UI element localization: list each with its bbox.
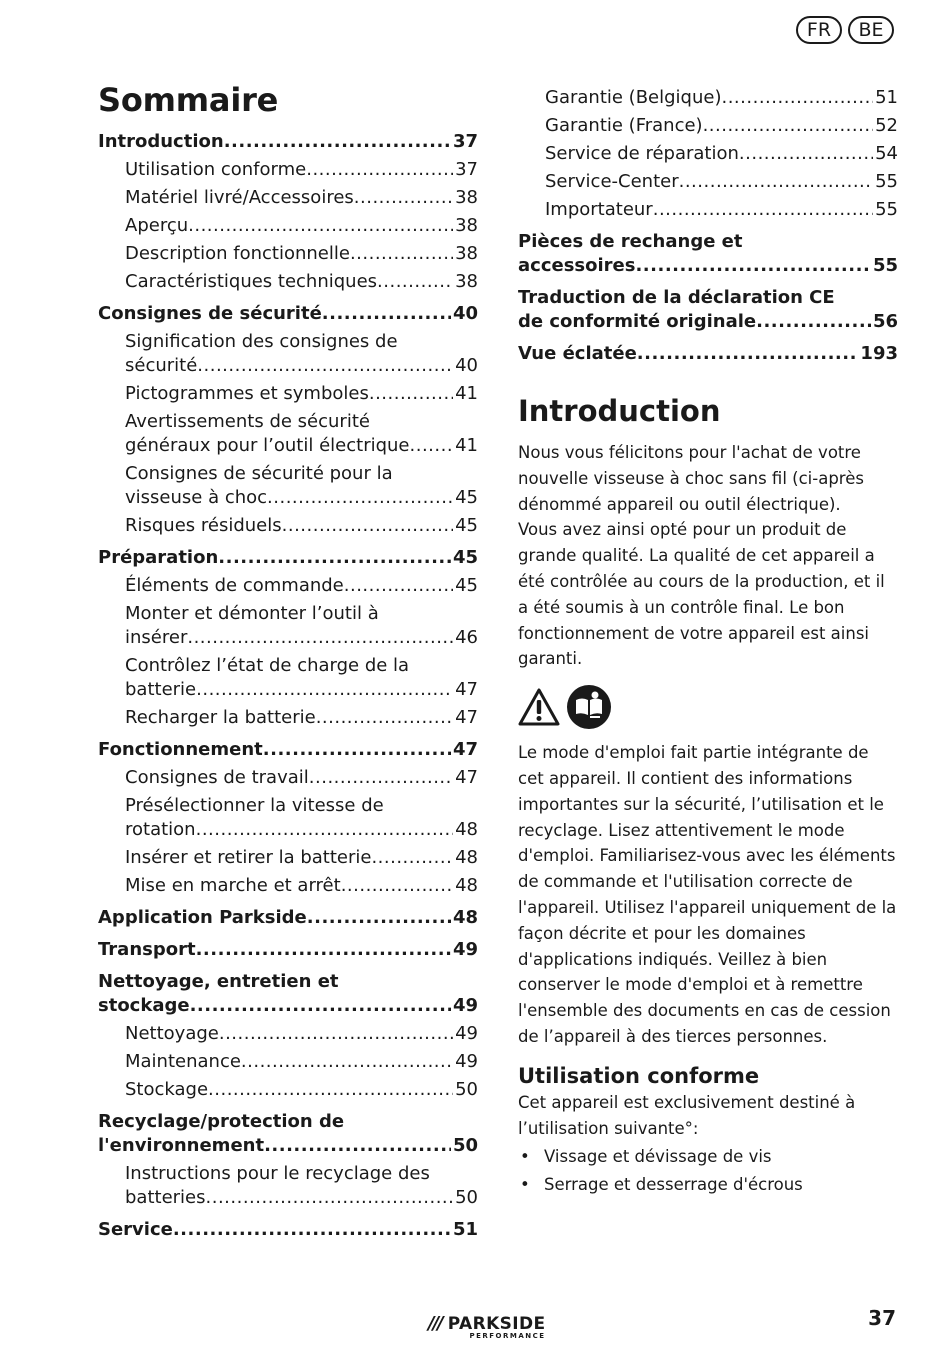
toc-entry-row [98,1218,478,1242]
list-item: • Serrage et desserrage d'écrous [518,1171,898,1199]
left-column [98,78,478,1242]
toc-entry-label: rotation [125,819,196,840]
toc-entry [98,410,478,458]
toc-leader-dots [263,738,451,762]
toc-entry-row [125,574,478,598]
toc-entry-label: batteries [125,1187,206,1208]
toc-entry-page: 48 [455,819,478,840]
toc-leader-dots [218,546,451,570]
toc-entry-row [125,242,478,266]
toc-entry-row [125,678,478,702]
toc-entry-page: 50 [455,1187,478,1208]
toc-entry-page: 47 [455,767,478,788]
toc-entry-label: insérer [125,627,188,648]
toc-entry [98,1218,478,1242]
utilisation-list [518,1143,898,1199]
toc-entry-row [125,846,478,870]
toc-entry-row [125,1078,478,1102]
toc-entry-row [545,114,898,138]
toc-entry-row [125,874,478,898]
toc-entry-page: 45 [452,547,478,568]
toc-entry-page: 41 [455,383,478,404]
toc-entry-line: Avertissements de sécurité [125,411,370,432]
toc-entry [98,602,478,650]
toc-leader-dots [371,846,453,870]
lang-badge-fr: FR [796,16,842,44]
toc-entry-row [125,382,478,406]
toc-leader-dots [322,302,451,326]
toc-entry-label: Consignes de travail [125,767,309,788]
toc-entry-label: Caractéristiques techniques [125,271,378,292]
toc-leader-dots [653,198,873,222]
toc-leader-dots [369,382,453,406]
safety-icons [518,684,898,734]
right-column [518,80,898,1199]
toc-entry [518,198,898,222]
toc-entry-label: Stockage [125,1079,209,1100]
toc-leader-dots [188,214,453,238]
toc-leader-dots [241,1050,453,1074]
toc-entry-label: Description fonctionnelle [125,243,350,264]
toc-leader-dots [354,186,453,210]
toc-entry [98,1078,478,1102]
intro-paragraph-3: Le mode d'emploi fait partie intégrante de cet appareil. Il contient des informations importantes sur la sécurité, l’utilisation et le recyclage. Lisez attentivement le mode d'emploi. Familiarisez-vous avec les éléments de commande et l'utilisation correcte de l'appareil. Utilisez l'appareil uniquement de la façon décrite et pour les domaines d'applications indiqués. Veillez à bien conserver le mode d'emploi et à remettre l'ensemble des documents en cas de cession de l’appareil à des tierces personnes. [518,743,897,1046]
toc-entry-line: Recyclage/protection de [98,1111,345,1132]
toc-entry-page: 45 [455,515,478,536]
toc-entry-page: 50 [455,1079,478,1100]
toc-entry-row [98,738,478,762]
toc-entry-line: Traduction de la déclaration CE [518,287,835,308]
toc-entry-row [98,546,478,570]
toc-entry [98,382,478,406]
toc-entry-page: 38 [455,187,478,208]
toc-entry-label: Insérer et retirer la batterie [125,847,372,868]
toc-entry-label: Application Parkside [98,907,307,928]
toc-entry [98,1022,478,1046]
toc-entry-page: 55 [875,171,898,192]
introduction-heading: Introduction [518,394,721,428]
toc-entry-row [125,1186,478,1210]
toc-entry-label: Vue éclatée [518,343,637,364]
toc-entry [98,574,478,598]
toc-leader-dots [196,938,451,962]
toc-entry-page: 49 [452,939,478,960]
toc-entry [518,286,898,334]
toc-entry-page: 40 [455,355,478,376]
toc-entry-page: 47 [455,707,478,728]
toc-entry [98,766,478,790]
brand-subtitle: PERFORMANCE [469,1332,546,1340]
toc-entry-page: 48 [455,847,478,868]
toc-entry-label: sécurité [125,355,198,376]
toc-entry-row [98,906,478,930]
toc-entry [98,214,478,238]
toc-entry-page: 50 [452,1135,478,1156]
toc-entry-row [125,270,478,294]
toc-leader-dots [350,242,453,266]
toc-entry-row [125,1050,478,1074]
toc-entry-label: Garantie (Belgique) [545,87,722,108]
toc-entry [98,186,478,210]
toc-entry [98,738,478,762]
parkside-logo [428,1313,546,1340]
toc-leader-dots [173,1218,451,1242]
toc-leader-dots [679,170,873,194]
lang-badge-be: BE [848,16,894,44]
toc-entry-page: 48 [455,875,478,896]
toc-leader-dots [307,906,451,930]
toc-leader-dots [721,86,873,110]
toc-entry-line: Nettoyage, entretien et [98,971,339,992]
toc-entry [98,330,478,378]
toc-leader-dots [377,270,453,294]
intro-paragraph-1: Nous vous félicitons pour l'achat de votre nouvelle visseuse à choc sans fil (ci-après dénommé appareil ou outil électrique). [518,443,864,514]
toc-entry [98,706,478,730]
toc-entry-page: 45 [455,575,478,596]
toc-leader-dots [267,486,453,510]
toc-entry [98,874,478,898]
toc-entry-label: Pictogrammes et symboles [125,383,369,404]
toc-entry-label: l'environnement [98,1135,265,1156]
toc-entry-row [125,186,478,210]
language-badges [796,16,894,44]
toc-entry [98,158,478,182]
toc-entry-row [125,214,478,238]
toc-entry-label: accessoires [518,255,636,276]
toc-entry-row [518,310,898,334]
toc-entry [98,1050,478,1074]
toc-entry-row [518,342,898,366]
toc-entry-page: 38 [455,243,478,264]
toc-entry-page: 193 [860,343,898,364]
toc-entry-row [125,766,478,790]
toc-entry-page: 47 [455,679,478,700]
toc-entry-page: 51 [452,1219,478,1240]
toc-entry [98,1162,478,1210]
toc-entry-label: Préparation [98,547,219,568]
toc-entry-page: 47 [452,739,478,760]
toc-entry-label: Mise en marche et arrêt [125,875,341,896]
table-of-contents-continued [518,86,898,366]
read-manual-icon [566,684,612,734]
toc-leader-dots [635,254,870,278]
toc-leader-dots [309,766,453,790]
toc-entry-label: batterie [125,679,197,700]
toc-entry-label: Risques résiduels [125,515,282,536]
toc-entry-label: Éléments de commande [125,575,344,596]
toc-entry-row [98,302,478,326]
toc-entry-label: Importateur [545,199,653,220]
toc-entry-line: Présélectionner la vitesse de [125,795,384,816]
toc-entry-label: Consignes de sécurité [98,303,322,324]
toc-entry-page: 51 [875,87,898,108]
toc-leader-dots [410,434,454,458]
toc-entry-label: Transport [98,939,196,960]
toc-entry-label: Nettoyage [125,1023,219,1044]
toc-entry-label: Service-Center [545,171,679,192]
toc-entry-label: Garantie (France) [545,115,703,136]
toc-entry-row [545,142,898,166]
toc-leader-dots [196,818,454,842]
toc-entry [98,270,478,294]
toc-entry [98,462,478,510]
toc-leader-dots [219,1022,453,1046]
warning-icon [518,688,560,730]
toc-leader-dots [739,142,873,166]
toc-entry-label: stockage [98,995,190,1016]
toc-leader-dots [197,354,453,378]
toc-entry [98,302,478,326]
toc-entry-page: 45 [455,487,478,508]
toc-entry [98,1110,478,1158]
toc-entry-row [98,938,478,962]
toc-entry [98,546,478,570]
toc-leader-dots [190,994,451,1018]
toc-entry-row [545,86,898,110]
toc-entry-page: 37 [452,131,478,152]
toc-leader-dots [316,706,453,730]
toc-entry-row [98,1134,478,1158]
toc-entry [518,86,898,110]
toc-entry [518,230,898,278]
toc-entry-label: Recharger la batterie [125,707,316,728]
toc-entry-label: de conformité originale [518,311,757,332]
toc-leader-dots [282,514,453,538]
toc-entry-page: 56 [872,311,898,332]
list-item: • Vissage et dévissage de vis [518,1143,898,1171]
toc-leader-dots [206,1186,454,1210]
toc-entry-label: Matériel livré/Accessoires [125,187,354,208]
logo-slashes-icon: /// [428,1313,442,1334]
toc-entry-page: 37 [455,159,478,180]
toc-entry-page: 38 [455,215,478,236]
toc-entry [98,654,478,702]
toc-entry-row [125,818,478,842]
toc-entry-page: 38 [455,271,478,292]
toc-entry-row [125,514,478,538]
toc-entry [518,142,898,166]
toc-entry [98,938,478,962]
toc-entry-page: 48 [452,907,478,928]
table-of-contents [98,130,478,1242]
toc-entry [518,170,898,194]
toc-entry-page: 49 [452,995,478,1016]
toc-leader-dots [756,310,871,334]
toc-entry [98,130,478,154]
toc-leader-dots [306,158,453,182]
toc-entry [98,906,478,930]
toc-entry-page: 54 [875,143,898,164]
toc-entry [98,970,478,1018]
toc-entry-page: 55 [875,199,898,220]
toc-entry [518,114,898,138]
toc-entry-page: 41 [455,435,478,456]
toc-entry-row [125,158,478,182]
toc-entry-label: visseuse à choc [125,487,268,508]
toc-entry-row [125,626,478,650]
toc-entry-row [125,706,478,730]
toc-entry-line: Monter et démonter l’outil à [125,603,379,624]
utilisation-heading: Utilisation conforme [518,1063,760,1088]
brand-name: PARKSIDE [447,1313,546,1334]
toc-entry-label: Fonctionnement [98,739,263,760]
toc-leader-dots [703,114,874,138]
toc-entry-row [125,1022,478,1046]
toc-entry-row [125,486,478,510]
toc-entry-page: 52 [875,115,898,136]
toc-entry-line: Pièces de rechange et [518,231,743,252]
toc-entry-line: Contrôlez l’état de charge de la [125,655,410,676]
toc-entry [98,846,478,870]
toc-entry [518,342,898,366]
toc-entry-row [545,170,898,194]
toc-entry-row [518,254,898,278]
toc-entry-page: 55 [872,255,898,276]
toc-entry-row [125,434,478,458]
toc-leader-dots [264,1134,451,1158]
toc-entry [98,514,478,538]
toc-entry-label: Maintenance [125,1051,241,1072]
toc-leader-dots [637,342,859,366]
toc-entry-page: 40 [452,303,478,324]
toc-entry-line: Consignes de sécurité pour la [125,463,393,484]
toc-entry-line: Instructions pour le recyclage des [125,1163,430,1184]
toc-title: Sommaire [98,81,279,119]
intro-paragraph-2: Vous avez ainsi opté pour un produit de grande qualité. La qualité de cet appareil a été contrôlée au cours de la production, et il a été soumis à un contrôle final. Le bon fonctionnement de votre appareil est ainsi garanti. [518,520,885,669]
toc-entry-page: 46 [455,627,478,648]
toc-entry-label: Aperçu [125,215,189,236]
toc-entry-row [125,354,478,378]
toc-entry-line: Signification des consignes de [125,331,398,352]
toc-leader-dots [341,874,453,898]
toc-entry [98,794,478,842]
toc-entry-row [545,198,898,222]
toc-leader-dots [196,678,453,702]
toc-entry-label: Utilisation conforme [125,159,307,180]
toc-leader-dots [208,1078,453,1102]
toc-entry-page: 49 [455,1051,478,1072]
toc-entry-label: Service de réparation [545,143,739,164]
toc-entry-row [98,994,478,1018]
toc-leader-dots [187,626,453,650]
toc-leader-dots [344,574,453,598]
utilisation-text: Cet appareil est exclusivement destiné à l’utilisation suivante°: [518,1092,856,1138]
toc-entry-row [98,130,478,154]
toc-entry-page: 49 [455,1023,478,1044]
toc-entry-label: généraux pour l’outil électrique [125,435,410,456]
toc-entry-label: Introduction [98,131,224,152]
page-number: 37 [868,1306,896,1330]
toc-entry-label: Service [98,1219,173,1240]
toc-entry [98,242,478,266]
toc-leader-dots [224,130,451,154]
